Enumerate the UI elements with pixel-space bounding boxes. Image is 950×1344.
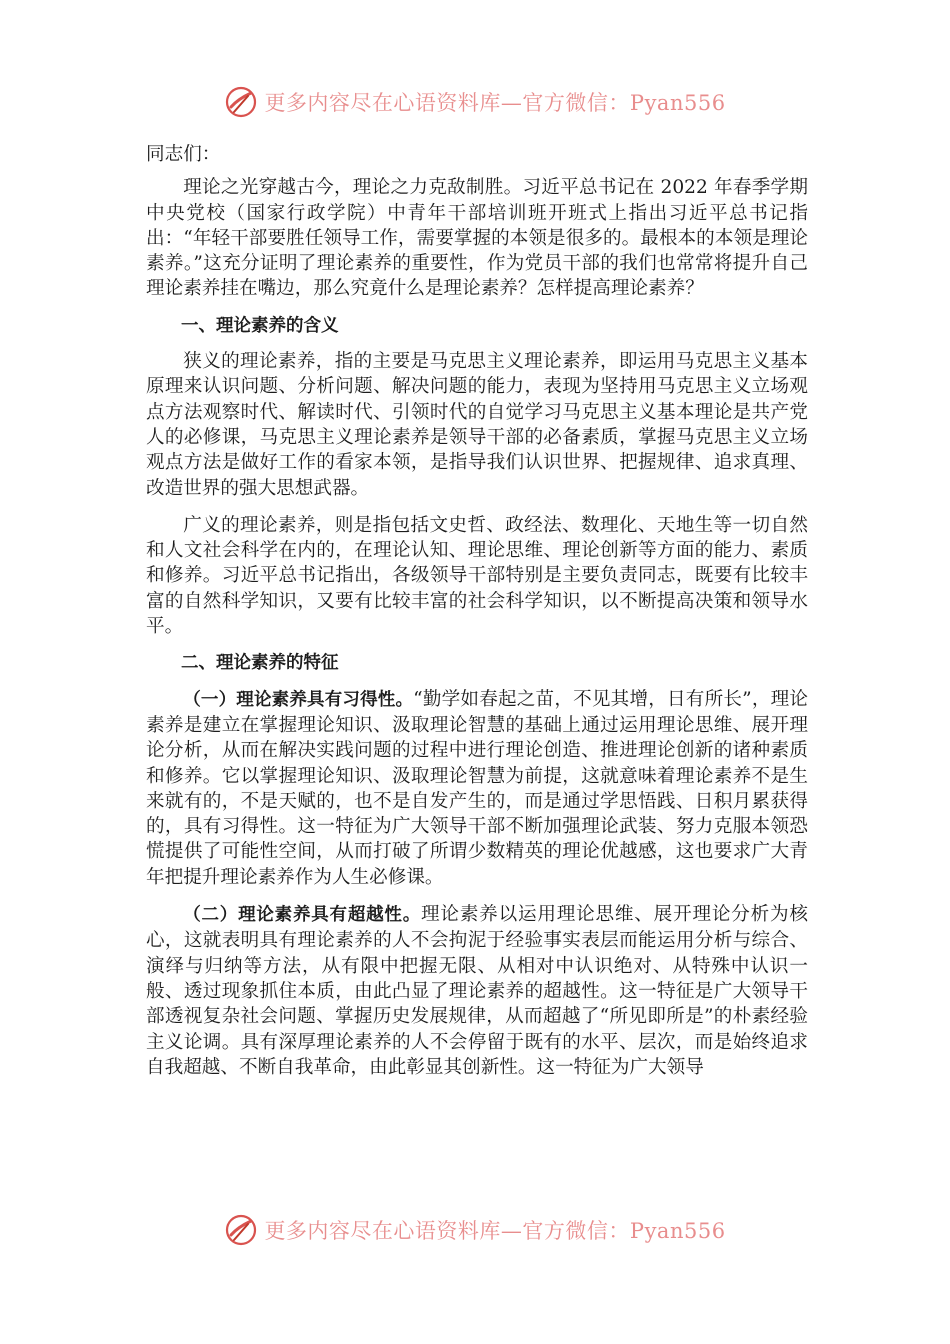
feature-2-body: 理论素养以运用理论思维、展开理论分析为核心，这就表明具有理论素养的人不会拘泥于经验事实表层而能运用分析与综合、演绎与归纳等方法，从有限中把握无限、从相对中认识绝对、从特殊中认识一般、透过现象抓住本质，由此凸显了理论素养的超越性。这一特征是广大领导干部透视复杂社会问题、掌握历史发展规律，从而超越了“所见即所是”的朴素经验主义论调。具有深厚理论素养的人不会停留于既有的水平、层次，而是始终追求自我超越、不断自我革命，由此彰显其创新性。这一特征为广大领导 bbox=[146, 904, 808, 1078]
banner-text: 更多内容尽在心语资料库—官方微信：Pyan556 bbox=[264, 91, 726, 115]
narrow-definition-paragraph: 狭义的理论素养，指的主要是马克思主义理论素养，即运用马克思主义基本原理来认识问题、分析问题、解决问题的能力，表现为坚持用马克思主义立场观点方法观察时代、解读时代、引领时代的自觉学习马克思主义基本理论是共产党人的必修课，马克思主义理论素养是领导干部的必备素质，掌握马克思主义立场观点方法是做好工作的看家本领，是指导我们认识世界、把握规律、追求真理、改造世界的强大思想武器。 bbox=[146, 351, 808, 499]
section-heading-2: 二、理论素养的特征 bbox=[181, 653, 339, 674]
header-banner bbox=[0, 82, 950, 122]
banner-text: 更多内容尽在心语资料库—官方微信：Pyan556 bbox=[264, 1219, 726, 1243]
feature-2-paragraph bbox=[146, 902, 808, 1080]
pen-circle-logo-icon bbox=[224, 85, 258, 119]
feature-1-title: （一）理论素养具有习得性。 bbox=[183, 689, 414, 710]
salutation: 同志们： bbox=[146, 144, 221, 165]
pen-circle-logo-icon bbox=[224, 1213, 258, 1247]
broad-definition-paragraph: 广义的理论素养，则是指包括文史哲、政经法、数理化、天地生等一切自然和人文社会科学在内的，在理论认知、理论思维、理论创新等方面的能力、素质和修养。习近平总书记指出，各级领导干部特别是主要负责同志，既要有比较丰富的自然科学知识，又要有比较丰富的社会科学知识，以不断提高决策和领导水平。 bbox=[146, 514, 808, 638]
feature-2-title: （二）理论素养具有超越性。 bbox=[183, 905, 422, 926]
footer-banner bbox=[0, 1210, 950, 1250]
document-body bbox=[146, 142, 808, 1092]
section-heading-1: 一、理论素养的含义 bbox=[181, 315, 339, 336]
intro-paragraph: 理论之光穿越古今，理论之力克敌制胜。习近平总书记在 2022 年春季学期中央党校（国家行政学院）中青年干部培训班开班式上指出习近平总书记指出：“年轻干部要胜任领导工作，需要掌握的本领是很多的。最根本的本领是理论素养。”这充分证明了理论素养的重要性，作为党员干部的我们也常常将提升自己理论素养挂在嘴边，那么究竟什么是理论素养？怎样提高理论素养？ bbox=[146, 177, 808, 300]
feature-1-paragraph bbox=[146, 687, 808, 890]
feature-1-body: “勤学如春起之苗，不见其增，日有所长”，理论素养是建立在掌握理论知识、汲取理论智慧的基础上通过运用理论思维、展开理论分析，从而在解决实践问题的过程中进行理论创造、推进理论创新的诸种素质和修养。它以掌握理论知识、汲取理论智慧为前提，这就意味着理论素养不是生来就有的，不是天赋的，也不是自发产生的，而是通过学思悟践、日积月累获得的，具有习得性。这一特征为广大领导干部不断加强理论武装、努力克服本领恐慌提供了可能性空间，从而打破了所谓少数精英的理论优越感，这也要求广大青年把提升理论素养作为人生必修课。 bbox=[146, 688, 809, 888]
